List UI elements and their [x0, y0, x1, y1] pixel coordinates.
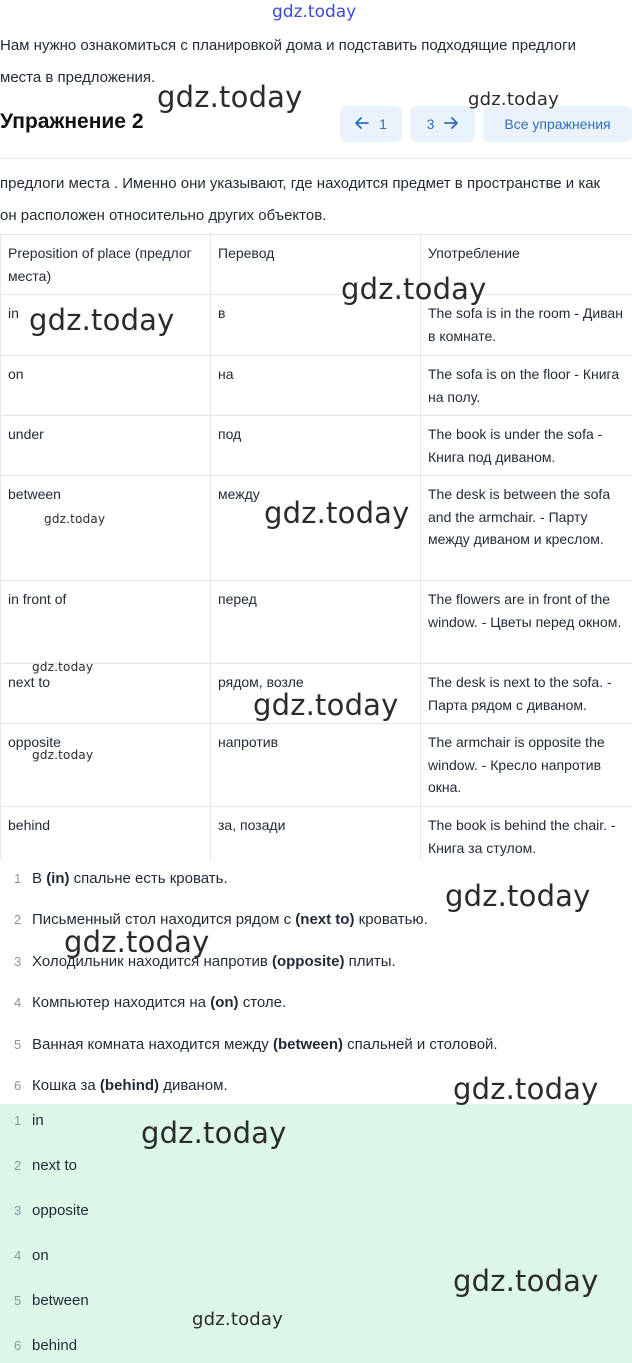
item-number: 1 — [14, 871, 22, 886]
all-exercises-label: Все упражнения — [504, 116, 611, 132]
divider — [0, 158, 632, 159]
list-item — [14, 1157, 77, 1174]
table-row — [1, 476, 632, 581]
table-cell: The book is behind the chair. - Книга за стулом. — [421, 807, 632, 867]
table-cell: The desk is between the sofa and the armchair. - Парту между диваном и креслом. — [421, 476, 632, 581]
table-cell: The sofa is in the room - Диван в комнате. — [421, 295, 632, 356]
table-cell: The armchair is opposite the window. - Кресло напротив окна. — [421, 724, 632, 807]
watermark: gdz.today — [32, 748, 94, 762]
arrow-left-icon — [355, 116, 369, 132]
table-cell: на — [211, 356, 421, 416]
table-cell: between — [1, 476, 211, 581]
list-item — [14, 911, 428, 928]
item-number: 1 — [14, 1113, 22, 1128]
table-cell: The flowers are in front of the window. - Цветы перед окном. — [421, 581, 632, 664]
prev-exercise-button[interactable] — [340, 106, 402, 142]
item-number: 4 — [14, 995, 22, 1010]
table-cell: opposite — [1, 724, 211, 807]
table-cell: behind — [1, 807, 211, 867]
all-exercises-button[interactable] — [483, 106, 632, 142]
watermark: gdz.today — [157, 80, 303, 114]
list-item — [14, 1036, 498, 1053]
item-text: next to — [32, 1157, 78, 1174]
watermark: gdz.today — [341, 272, 487, 306]
table-row — [1, 664, 632, 724]
item-text: Ванная комната находится между (between) спальней и столовой. — [32, 1036, 498, 1053]
table-cell: The sofa is on the floor - Книга на полу. — [421, 356, 632, 416]
item-text: Кошка за (behind) диваном. — [32, 1077, 228, 1094]
table-cell: in front of — [1, 581, 211, 664]
item-number: 6 — [14, 1338, 22, 1353]
watermark: gdz.today — [141, 1116, 287, 1150]
item-number: 2 — [14, 912, 22, 927]
answers-list — [0, 1104, 632, 1363]
page-title: Упражнение 2 — [0, 110, 144, 133]
item-number: 4 — [14, 1248, 22, 1263]
watermark: gdz.today — [453, 1072, 599, 1106]
table-header-row — [1, 235, 632, 295]
table-cell: under — [1, 416, 211, 476]
site-logo[interactable]: gdz.today — [272, 2, 357, 22]
table-cell: напротив — [211, 724, 421, 807]
item-number: 6 — [14, 1078, 22, 1093]
item-number: 5 — [14, 1037, 22, 1052]
table-header-cell: Употребление — [421, 235, 632, 295]
item-text: behind — [32, 1337, 78, 1354]
item-text: Письменный стол находится рядом с (next to) кроватью. — [32, 911, 428, 928]
table-cell: за, позади — [211, 807, 421, 867]
table-header-cell: Перевод — [211, 235, 421, 295]
table-row — [1, 295, 632, 356]
watermark: gdz.today — [64, 925, 210, 959]
item-text: in — [32, 1112, 44, 1129]
item-number: 3 — [14, 954, 22, 969]
watermark: gdz.today — [445, 879, 591, 913]
table-row — [1, 416, 632, 476]
list-item — [14, 1202, 89, 1219]
watermark: gdz.today — [253, 688, 399, 722]
table-cell: в — [211, 295, 421, 356]
table-cell: между — [211, 476, 421, 581]
item-number: 2 — [14, 1158, 22, 1173]
list-item — [14, 870, 228, 887]
item-text: between — [32, 1292, 89, 1309]
description-text: предлоги места . Именно они указывают, где находится предмет в пространстве и как он расположен относительно других объектов. — [0, 175, 601, 224]
watermark: gdz.today — [32, 660, 94, 674]
arrow-right-icon — [444, 116, 458, 132]
list-item — [14, 1337, 77, 1354]
table-row — [1, 807, 632, 867]
table-cell: next to — [1, 664, 211, 724]
table-cell: in — [1, 295, 211, 356]
item-number: 3 — [14, 1203, 22, 1218]
table-row — [1, 724, 632, 807]
list-item — [14, 1112, 44, 1129]
sentences-list — [0, 860, 632, 1105]
table-cell: под — [211, 416, 421, 476]
table-cell: on — [1, 356, 211, 416]
item-text: В (in) спальне есть кровать. — [32, 870, 228, 887]
table-cell: The book is under the sofa - Книга под диваном. — [421, 416, 632, 476]
item-number: 5 — [14, 1293, 22, 1308]
prev-exercise-label: 1 — [379, 116, 387, 132]
table-cell: The desk is next to the sofa. - Парта рядом с диваном. — [421, 664, 632, 724]
table-cell: рядом, возле — [211, 664, 421, 724]
watermark: gdz.today — [29, 303, 175, 337]
table-row — [1, 581, 632, 664]
prepositions-table — [0, 234, 632, 867]
table-row — [1, 356, 632, 416]
item-text: opposite — [32, 1202, 89, 1219]
table-cell: перед — [211, 581, 421, 664]
watermark: gdz.today — [44, 512, 106, 526]
item-text: on — [32, 1247, 49, 1264]
intro-text: Нам нужно ознакомиться с планировкой дома и подставить подходящие предлоги места в предложения. — [0, 37, 576, 86]
next-exercise-button[interactable] — [410, 106, 475, 142]
item-text: Компьютер находится на (on) столе. — [32, 994, 287, 1011]
watermark: gdz.today — [192, 1309, 284, 1330]
watermark: gdz.today — [468, 89, 560, 110]
watermark: gdz.today — [264, 496, 410, 530]
watermark: gdz.today — [453, 1264, 599, 1298]
list-item — [14, 994, 286, 1011]
list-item — [14, 953, 396, 970]
next-exercise-label: 3 — [426, 116, 435, 132]
list-item — [14, 1077, 228, 1094]
list-item — [14, 1292, 89, 1309]
table-header-cell: Preposition of place (предлог места) — [1, 235, 211, 295]
list-item — [14, 1247, 49, 1264]
item-text: Холодильник находится напротив (opposite) плиты. — [32, 953, 396, 970]
